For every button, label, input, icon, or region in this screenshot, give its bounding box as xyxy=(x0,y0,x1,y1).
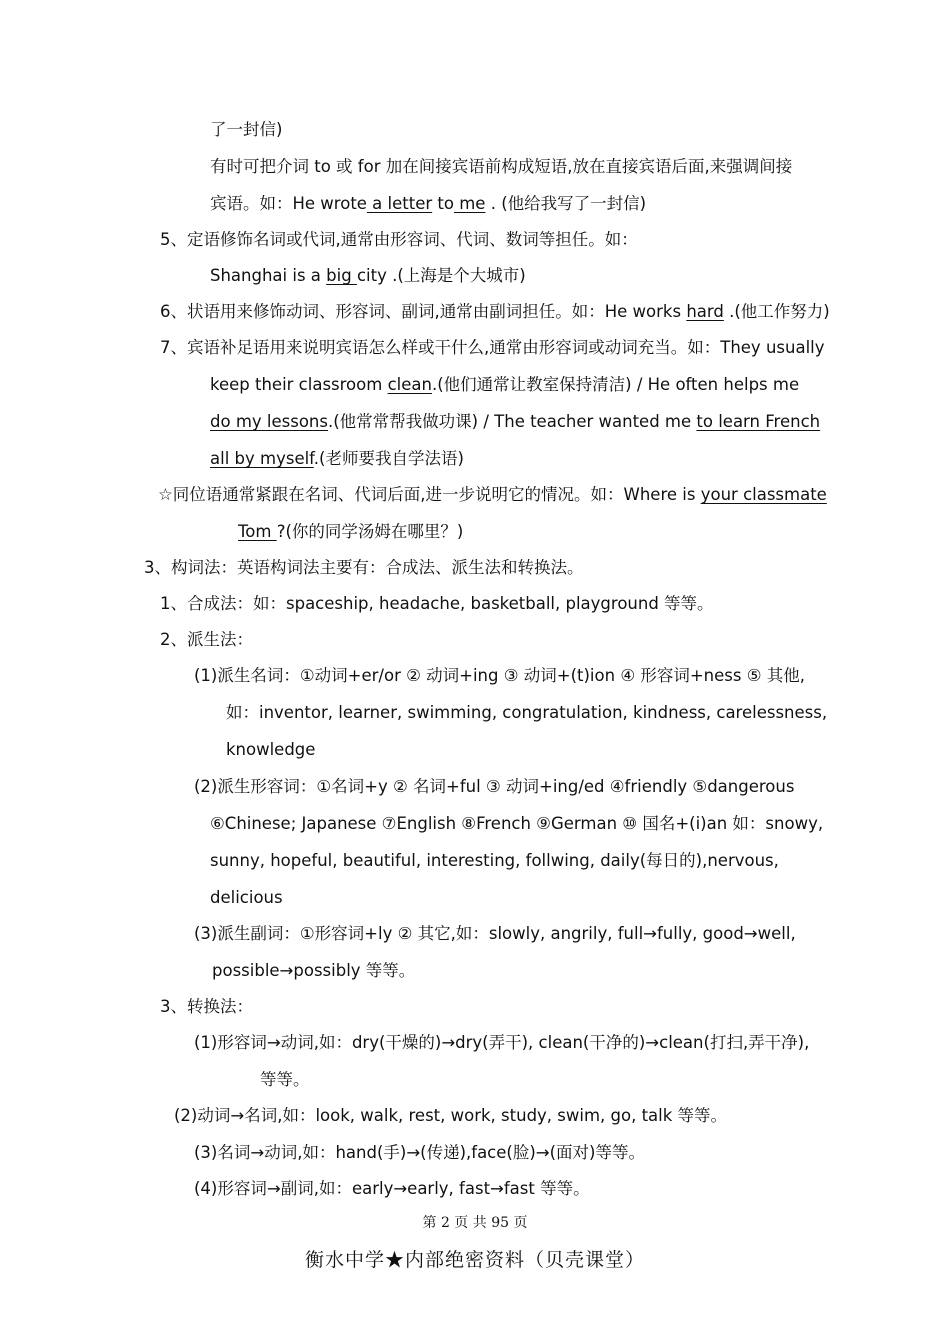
text-line: 3、转换法： xyxy=(160,997,253,1016)
text-line: 5、定语修饰名词或代词,通常由形容词、代词、数词等担任。如： xyxy=(160,230,638,249)
text-line: 如：inventor, learner, swimming, congratulation, kindness, carelessness, xyxy=(226,703,828,722)
text-line: (3)名词→动词,如：hand(手)→(传递),face(脸)→(面对)等等。 xyxy=(194,1143,645,1162)
text-line: delicious xyxy=(210,888,283,907)
text-line: (4)形容词→副词,如：early→early, fast→fast 等等。 xyxy=(194,1179,590,1198)
text-line: 1、合成法：如：spaceship, headache, basketball, playground 等等。 xyxy=(160,594,714,613)
text-line: ☆同位语通常紧跟在名词、代词后面,进一步说明它的情况。如：Where is your classmate xyxy=(158,485,827,504)
footer-brand: 衡水中学★内部绝密资料（贝壳课堂） xyxy=(304,1249,645,1271)
text-line: 宾语。如：He wrote a letter to me . (他给我写了一封信) xyxy=(210,194,647,213)
text-line: Shanghai is a big city .(上海是个大城市) xyxy=(210,266,526,285)
text-line: ⑥Chinese; Japanese ⑦English ⑧French ⑨German ⑩ 国名+(i)an 如：snowy, xyxy=(210,814,824,833)
text-line: Tom ?(你的同学汤姆在哪里？) xyxy=(238,522,464,541)
text-line: keep their classroom clean.(他们通常让教室保持清洁) / He often helps me xyxy=(210,375,800,394)
page-number: 第 2 页 共 95 页 xyxy=(422,1215,528,1231)
section-heading: 3、构词法：英语构词法主要有：合成法、派生法和转换法。 xyxy=(144,558,584,577)
text-line: all by myself.(老师要我自学法语) xyxy=(210,449,464,468)
text-line: (3)派生副词：①形容词+ly ② 其它,如：slowly, angrily, full→fully, good→well, xyxy=(194,924,796,943)
text-line: (2)动词→名词,如：look, walk, rest, work, study, swim, go, talk 等等。 xyxy=(174,1106,728,1125)
text-line: (1)形容词→动词,如：dry(干燥的)→dry(弄干), clean(干净的)→clean(打扫,弄干净), xyxy=(194,1033,810,1052)
text-line: 有时可把介词 to 或 for 加在间接宾语前构成短语,放在直接宾语后面,来强调间接 xyxy=(210,157,793,176)
text-line: 等等。 xyxy=(260,1070,310,1089)
text-line: (2)派生形容词：①名词+y ② 名词+ful ③ 动词+ing/ed ④friendly ⑤dangerous xyxy=(194,777,795,796)
text-line: (1)派生名词：①动词+er/or ② 动词+ing ③ 动词+(t)ion ④ 形容词+ness ⑤ 其他, xyxy=(194,666,806,685)
text-line: 2、派生法： xyxy=(160,630,253,649)
text-line: knowledge xyxy=(226,740,316,759)
text-line: do my lessons.(他常常帮我做功课) / The teacher wanted me to learn French xyxy=(210,412,821,431)
text-line: sunny, hopeful, beautiful, interesting, follwing, daily(每日的),nervous, xyxy=(210,851,779,870)
text-line: 7、宾语补足语用来说明宾语怎么样或干什么,通常由形容词或动词充当。如：They usually xyxy=(160,338,825,357)
text-line: 了一封信) xyxy=(210,120,283,139)
text-line: possible→possibly 等等。 xyxy=(212,961,416,980)
text-line: 6、状语用来修饰动词、形容词、副词,通常由副词担任。如：He works hard .(他工作努力) xyxy=(160,302,830,321)
